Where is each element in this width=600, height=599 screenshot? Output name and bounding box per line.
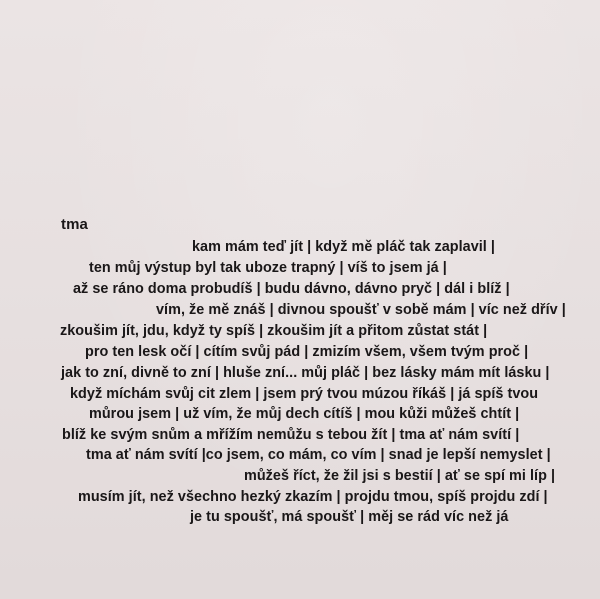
poem-line: můžeš říct, že žil jsi s bestií | ať se spí mi líp | <box>244 468 556 484</box>
poem-line: zkoušim jít, jdu, když ty spíš | zkoušim jít a přitom zůstat stát | <box>60 323 488 339</box>
poem-title: tma <box>61 216 88 233</box>
poem-line: ten můj výstup byl tak uboze trapný | víš to jsem já | <box>89 260 447 276</box>
poem-line: pro ten lesk očí | cítím svůj pád | zmizím všem, všem tvým proč | <box>85 344 529 360</box>
poem-line: když míchám svůj cit zlem | jsem prý tvou múzou říkáš | já spíš tvou <box>70 386 539 402</box>
poem-line: tma ať nám svítí |co jsem, co mám, co vím | snad je lepší nemyslet | <box>86 447 551 463</box>
poem-line: blíž ke svým snům a mřížím nemůžu s tebou žít | tma ať nám svítí | <box>62 427 520 443</box>
poem-line: je tu spoušť, má spoušť | měj se rád víc než já <box>190 509 509 525</box>
poem-line: až se ráno doma probudíš | budu dávno, dávno pryč | dál i blíž | <box>73 281 510 297</box>
poem-line: jak to zní, divně to zní | hluše zní... můj pláč | bez lásky mám mít lásku | <box>61 365 550 381</box>
poem-line: vím, že mě znáš | divnou spoušť v sobě mám | víc než dřív | <box>156 302 566 318</box>
poem-line: musím jít, než všechno hezký zkazím | projdu tmou, spíš projdu zdí | <box>78 489 548 505</box>
poem-line: kam mám teď jít | když mě pláč tak zaplavil | <box>192 239 495 255</box>
poem-line: můrou jsem | už vím, že můj dech cítíš | mou kůži můžeš chtít | <box>89 406 520 422</box>
